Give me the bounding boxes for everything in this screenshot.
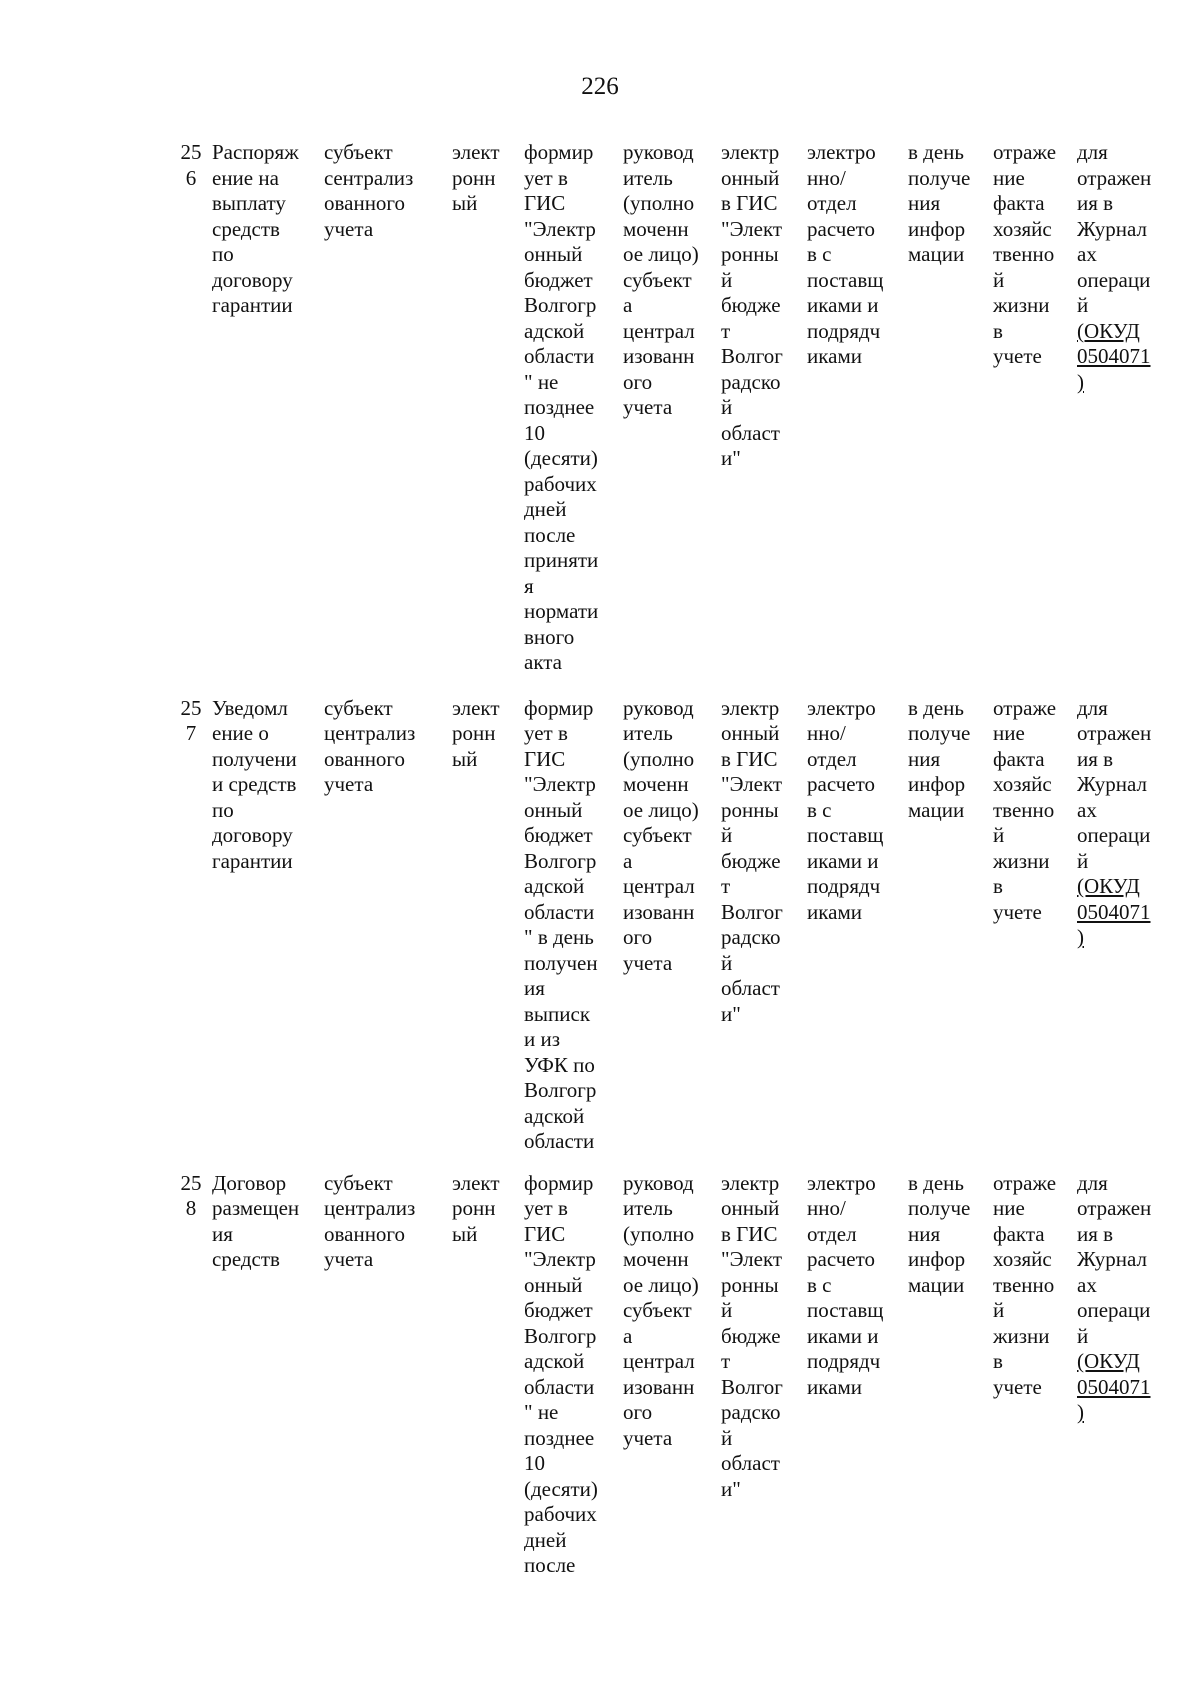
transfer-system: электр онный в ГИС "Элект ронны й бюдже т Волгог радско й област и": [721, 140, 783, 470]
transfer-term: в день получе ния инфор мации: [908, 695, 971, 822]
document-name: Распоряж ение на выплату средств по договору гарантии: [212, 140, 299, 317]
page-number: 226: [581, 73, 619, 100]
recipient: электро нно/ отдел расчето в с поставщ иками и подрядч иками: [807, 140, 884, 368]
register-text: для отражен ия в Журнал ах операци й: [1077, 695, 1152, 873]
register-cell: [1077, 1171, 1171, 1579]
register-text: для отражен ия в Журнал ах операци й: [1077, 140, 1152, 317]
signer: руковод итель (уполно моченн ое лицо) субъект а централ изованн ого учета: [623, 695, 699, 975]
register-cell: [1077, 140, 1171, 676]
formation-deadline: формир ует в ГИС "Электр онный бюджет Волгогр адской области " не позднее 10 (десяти) рабочих дней после: [524, 1170, 598, 1577]
document-form: элект ронн ый: [452, 695, 500, 771]
document-name: Уведомл ение о получени и средств по договору гарантии: [212, 695, 297, 873]
row-number: 25 6: [180, 140, 202, 190]
creator: субъект централиз ованного учета: [324, 1170, 416, 1271]
formation-deadline: формир ует в ГИС "Электр онный бюджет Волгогр адской области " не позднее 10 (десяти) рабочих дней после приняти я нормати вного акта: [524, 140, 599, 674]
table-row: [170, 1171, 1180, 1579]
transfer-term: в день получе ния инфор мации: [908, 140, 971, 266]
recipient: электро нно/ отдел расчето в с поставщ иками и подрядч иками: [807, 1170, 884, 1399]
register-text: для отражен ия в Журнал ах операци й: [1077, 1170, 1152, 1348]
creator: субъект централиз ованного учета: [324, 695, 416, 796]
purpose: отраже ние факта хозяйс твенно й жизни в учете: [993, 140, 1057, 368]
document-form: элект ронн ый: [452, 1170, 500, 1246]
row-number: 25 7: [180, 695, 202, 745]
signer: руковод итель (уполно моченн ое лицо) субъект а централ изованн ого учета: [623, 1170, 699, 1450]
document-form: элект ронн ый: [452, 140, 500, 215]
table-row: [170, 696, 1180, 1155]
formation-deadline: формир ует в ГИС "Электр онный бюджет Волгогр адской области " в день получен ия выписк и из УФК по Волгогр адской области: [524, 695, 598, 1153]
purpose: отраже ние факта хозяйс твенно й жизни в учете: [993, 1170, 1057, 1399]
transfer-system: электр онный в ГИС "Элект ронны й бюдже т Волгог радско й област и": [721, 1170, 783, 1501]
signer: руковод итель (уполно моченн ое лицо) субъект а централ изованн ого учета: [623, 140, 699, 419]
recipient: электро нно/ отдел расчето в с поставщ иками и подрядч иками: [807, 695, 884, 924]
document-table: [170, 140, 1180, 1579]
document-name: Договор размещен ия средств: [212, 1170, 300, 1271]
okud-link[interactable]: (ОКУД 0504071 ): [1077, 874, 1151, 949]
purpose: отраже ние факта хозяйс твенно й жизни в учете: [993, 695, 1057, 924]
okud-link[interactable]: (ОКУД 0504071 ): [1077, 318, 1151, 394]
okud-link[interactable]: (ОКУД 0504071 ): [1077, 1349, 1151, 1424]
transfer-system: электр онный в ГИС "Элект ронны й бюдже т Волгог радско й област и": [721, 695, 783, 1026]
transfer-term: в день получе ния инфор мации: [908, 1170, 971, 1297]
register-cell: [1077, 696, 1171, 1155]
creator: субъект cентрализ ованного учета: [324, 140, 414, 241]
row-number: 25 8: [180, 1170, 202, 1220]
table-row: [170, 140, 1180, 676]
